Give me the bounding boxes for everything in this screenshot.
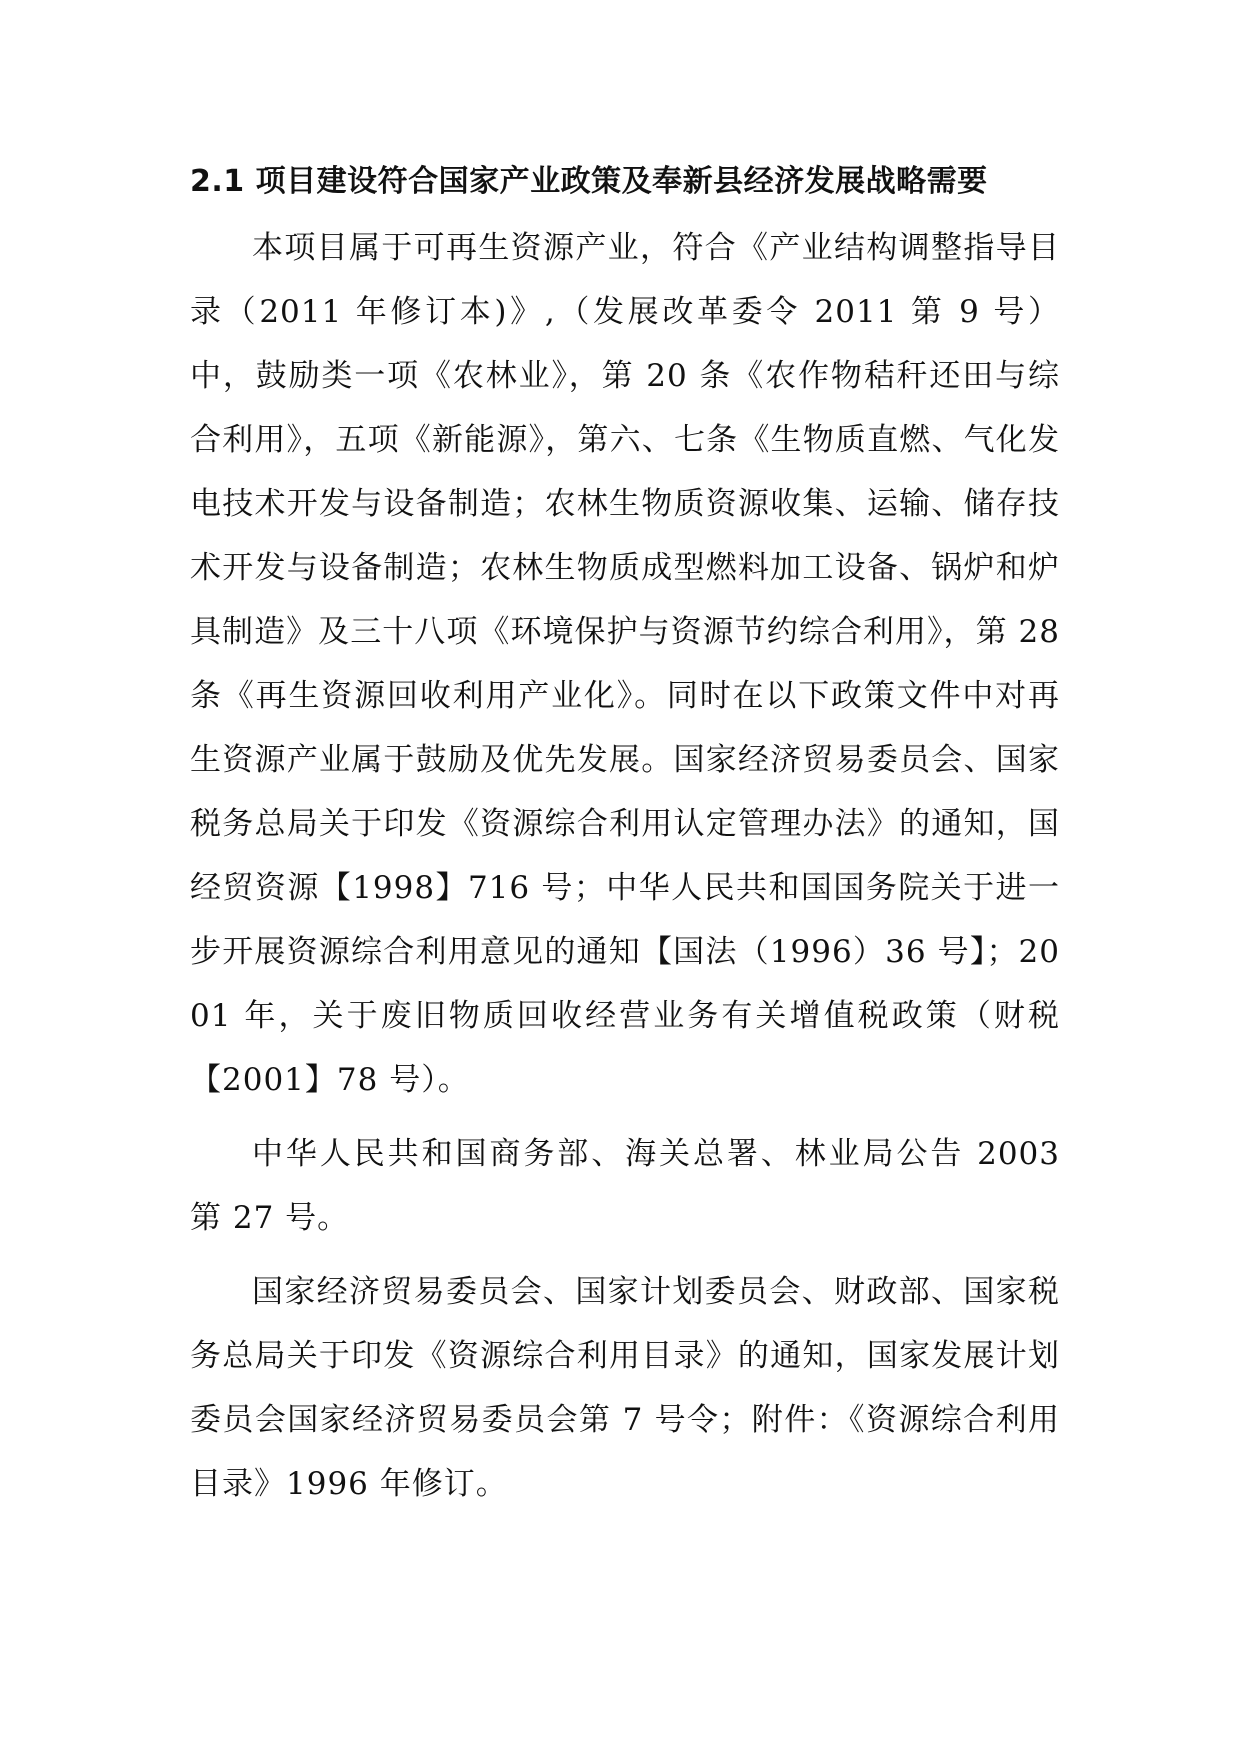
section-heading: 2.1 项目建设符合国家产业政策及奉新县经济发展战略需要: [190, 164, 988, 199]
paragraph-industry-policy: 本项目属于可再生资源产业，符合《产业结构调整指导目录（2011 年修订本)》,（发展改革委令 2011 第 9 号）中，鼓励类一项《农林业》，第 20 条《农作物秸秆还田与综合利用》，五项《新能源》，第六、七条《生物质直燃、气化发电技术开发与设备制造；农林生物质资源收集、运输、储存技术开发与设备制造；农林生物质成型燃料加工设备、锅炉和炉具制造》及三十八项《环境保护与资源节约综合利用》，第 28 条《再生资源回收利用产业化》。同时在以下政策文件中对再生资源产业属于鼓励及优先发展。国家经济贸易委员会、国家税务总局关于印发《资源综合利用认定管理办法》的通知，国经贸资源【1998】716 号；中华人民共和国国务院关于进一步开展资源综合利用意见的通知【国法（1996）36 号】；2001 年，关于废旧物质回收经营业务有关增值税政策（财税【2001】78 号）。: [190, 230, 1060, 1098]
paragraph-resource-catalog: 国家经济贸易委员会、国家计划委员会、财政部、国家税务总局关于印发《资源综合利用目录》的通知，国家发展计划委员会国家经济贸易委员会第 7 号令；附件：《资源综合利用目录》1996 年修订。: [190, 1274, 1060, 1502]
paragraph-announcement: 中华人民共和国商务部、海关总署、林业局公告 2003 第 27 号。: [190, 1136, 1060, 1236]
document-body: [190, 160, 1060, 1526]
